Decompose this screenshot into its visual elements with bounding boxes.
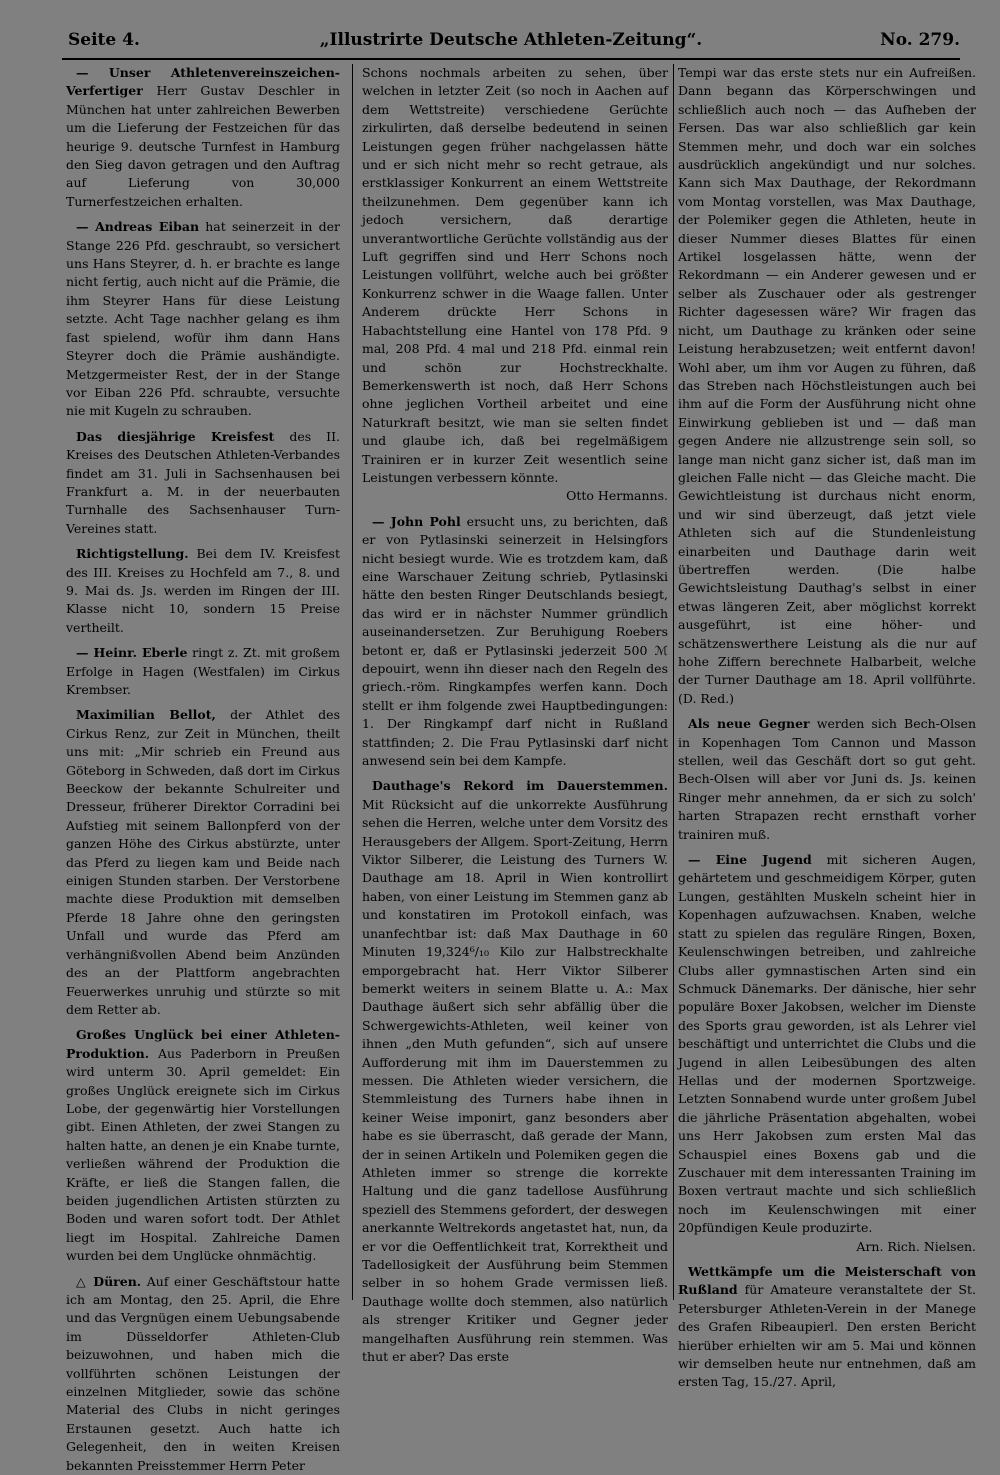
article-body: für Amateure veranstaltete der St. Petersburger Athleten-Verein in der Manege des Grafen Ribeaupierl. Den ersten Bericht hierüber erhielten wir am 5. Mai und können wir demselben heute nur entnehmen, daß am ersten Tag, 15./27. April, [678,1282,976,1390]
article-head: Maximilian Bellot, [76,707,216,723]
article-richtigstellung [66,545,340,637]
article-body: Schons nochmals arbeiten zu sehen, über welchen in letzter Zeit (so noch in Aachen auf dem Wettstreite) verschiedene Gerüchte zirkulirten, daß derselbe bedeutend in seinen Leistungen gegen früher nachgelassen hätte und er sich nicht mehr so recht getraue, als erstklassiger Konkurrent an einem Wettstreite theilzunehmen. Dem gegenüber kann ich jedoch versichern, daß derartige unverantwortliche Gerüchte vollständig aus der Luft gegriffen sind und Herr Schons noch Leistungen vollführt, welche auch bei größter Konkurrenz schwer in die Waage fallen. Unter Anderem drückte Herr Schons in Habachtstellung eine Hantel von 178 Pfd. 9 mal, 208 Pfd. 4 mal und 218 Pfd. einmal rein und schön zur Hochstreckhalte. Bemerkenswerth ist noch, daß Herr Schons ohne jeglichen Vortheil arbeitet und eine Naturkraft besitzt, wie man sie selten findet und glaube ich, daß bei regelmäßigem Trainiren er in kurzer Zeit wesentlich seine Leistungen verbessern könnte. [362,65,668,485]
article-head: Dauthage's Rekord im Dauerstemmen. [372,778,668,794]
article-body: Tempi war das erste stets nur ein Aufreißen. Dann begann das Körperschwingen und schließlich auch noch — das Aufheben der Fersen. Das war also schließlich gar kein Stemmen mehr, und doch war ein solches ausdrücklich angekündigt und nur solches. Kann sich Max Dauthage, der Rekordmann vom Montag vorstellen, was Max Dauthage, der Polemiker gegen die Athleten, heute in dieser Nummer dieses Blattes für einen Artikel losgelassen hätte, wenn der Rekordmann — ein Anderer gewesen und er selber als Zuschauer oder als gestrenger Richter dagesessen wäre? Wir fragen das nicht, um Dauthage zu kränken oder seine Leistung herabzusetzen; weit entfernt davon! Wohl aber, um ihm vor Augen zu führen, daß das Streben nach Höchstleistungen auch bei ihm auf die Form der Ausführung nicht ohne Einwirkung geblieben ist und — daß man gegen Andere nie allzustrenge sein soll, so lange man nicht ganz sicher ist, daß man im gleichen Falle nicht — das Gleiche macht. Die Gewichtleistung ist durchaus nicht enorm, und wir sind überzeugt, daß jetzt viele Athleten sich auf die Stundenleistung einarbeiten und Dauthage darin weit übertreffen werden. (Die halbe Gewichtsleistung Dauthag's selbst in einer etwas längeren Zeit, aber möglichst korrekt ausgeführt, ist eine höher- und schätzenswerthere Leistung als die nur auf hohe Ziffern berechnete Halbarbeit, welche der Turner Dauthage am 18. April vollführte. (D. Red.) [678,65,976,706]
article-head: — John Pohl [372,513,461,529]
article-kreisfest [66,428,340,538]
article-body: Aus Paderborn in Preußen wird unterm 30. April gemeldet: Ein großes Unglück ereignete sich im Cirkus Lobe, der gegenwärtig hier Vorstellungen gibt. Einen Athleten, der zwei Stangen zu halten hatte, an denen je ein Knabe turnte, verließen während der Produktion die Kräfte, er ließ die Stangen fallen, die beiden jugendlichen Artisten stürzten zu Boden und waren sofort todt. Der Athlet liegt im Hospital. Zahlreiche Damen wurden bei dem Unglücke ohnmächtig. [66,1045,340,1264]
article-head: — Unser Athletenvereinszeichen-Verfertiger [66,65,340,99]
article-body: Auf einer Geschäftstour hatte ich am Montag, den 25. April, die Ehre und das Vergnügen einem Uebungsabende im Düsseldorfer Athleten-Club beizuwohnen, und haben mich die vollführten schönen Leistungen der einzelnen Mitglieder, sowie das schöne Material des Clubs in nicht geringes Erstaunen gesetzt. Auch hatte ich Gelegenheit, den in weiten Kreisen bekannten Preisstemmer Herrn Peter [66,1273,340,1473]
column-divider-2 [673,64,674,1300]
article-dauthage-continued [678,64,976,708]
article-wettkaempfe [678,1263,976,1392]
article-head: △ Düren. [76,1273,142,1289]
article-pohl [362,513,668,771]
article-neue-gegner [678,715,976,844]
article-eiban [66,218,340,420]
article-body: ringt z. Zt. mit großem Erfolge in Hagen (Westfalen) im Cirkus Krembser. [66,645,340,697]
article-body: der Athlet des Cirkus Renz, zur Zeit in München, theilt uns mit: „Mir schrieb ein Freund aus Göteborg in Schweden, daß dort im Cirkus Beeckow der bekannte Schulreiter und Dresseur, früherer Direktor Corradini bei Aufstieg mit seinem Ballonpferd von der ganzen Höhe des Cirkus abstürzte, unter das Pferd zu liegen kam und Beide nach einigen Stunden starben. Der Verstorbene machte diese Produktion mit demselben Pferde 18 Jahre ohne den geringsten Unfall und wurde das Pferd am verhängnißvollen Abend beim Anzünden des an der Plattform angebrachten Feuerwerkes unruhig und stürzte so mit dem Retter ab. [66,707,340,1017]
article-body: hat seinerzeit in der Stange 226 Pfd. geschraubt, so versichert uns Hans Steyrer, d. h. er brachte es lange nicht fertig, auch nicht auf die Prämie, die ihm Steyrer Hans für diese Leistung setzte. Acht Tage nachher gelang es ihm fast spielend, wofür ihm dann Hans Steyrer doch die Prämie aushändigte. Metzgermeister Rest, der in der Stange vor Eiban 226 Pfd. schraubte, versuchte nie mit Kugeln zu schrauben. [66,219,340,419]
article-signature: Arn. Rich. Nielsen. [856,1238,976,1254]
newspaper-title: „Illustrirte Deutsche Athleten-Zeitung“. [319,30,703,50]
article-body: Bei dem IV. Kreisfest des III. Kreises zu Hochfeld am 7., 8. und 9. Mai ds. Js. werden im Ringen der III. Klasse nicht 10, sondern 15 Preise vertheilt. [66,546,340,635]
page-label: Seite 4. [68,30,140,50]
column-1 [66,64,340,1473]
article-signature: Otto Hermanns. [566,488,668,504]
article-body: mit sicheren Augen, gehärtetem und geschmeidigem Körper, guten Lungen, gestählten Muskeln scheint hier in Kopenhagen aufzuwachsen. Knaben, welche statt zu spielen das reguläre Ringen, Boxen, Keulenschwingen betreiben, und zahlreiche Clubs aller gymnastischen Arten sind ein Schmuck Dänemarks. Der dänische, hier sehr populäre Boxer Jakobsen, welcher im Dienste des Sports grau geworden, ist als Lehrer viel beschäftigt und unterrichtet die Clubs und die Jugend in allen Leibesübungen des alten Hellas und der modernen Sportzweige. Letzten Sonnabend wurde unter großem Jubel die jährliche Präsentation abgehalten, wobei uns Herr Jakobsen zum ersten Mal das Schauspiel eines Boxens gab und die Zuschauer mit dem interessanten Training im Boxen vertraut machte und sich schließlich noch im Keulenschwingen mit einer 20pfündigen Keule produzirte. [678,852,977,1236]
article-head: — Eine Jugend [688,852,812,868]
article-head: Als neue Gegner [688,716,810,732]
column-divider-1 [352,64,353,1300]
column-3 [678,64,977,1390]
article-head: — Andreas Eiban [76,219,200,235]
article-body: ersucht uns, zu berichten, daß er von Pytlasinski seinerzeit in Helsingfors nicht besiegt wurde. Wie es trotzdem kam, daß eine Warschauer Zeitung schrieb, Pytlasinski hätte den besten Ringer Deutschlands besiegt, das wird er in nächster Nummer gründlich auseinandersetzen. Zur Beruhigung Roebers betont er, daß er Pytlasinski jederzeit 500 ℳ depouirt, wenn ihn dieser nach den Regeln des griech.-röm. Ringkampfes werfen kann. Doch stellt er ihm folgende zwei Hauptbedingungen: 1. Der Ringkampf darf nicht in Rußland stattfinden; 2. Die Frau Pytlasinski darf nicht anwesend sein bei dem Kampfe. [362,513,669,769]
issue-number: No. 279. [880,30,960,50]
article-head: Richtigstellung. [76,546,189,562]
article-head: Großes Unglück bei einer Athleten-Produktion. [66,1027,340,1061]
article-head: — Heinr. Eberle [76,645,188,661]
article-head: Das diesjährige Kreisfest [76,428,275,444]
column-2 [362,64,669,1365]
article-body: Mit Rücksicht auf die unkorrekte Ausführung sehen die Herren, welche unter dem Vorsitz des Herausgebers der Allgem. Sport-Zeitung, Herrn Viktor Silberer, die Leistung des Turners W. Dauthage am 18. April in Wien kontrollirt haben, von einer Leistung im Stemmen ganz ab und konstatiren im Protokoll einfach, was unanfechtbar ist: daß Max Dauthage in 60 Minuten 19,324⁶/₁₀ Kilo zur Halbstreckhalte emporgebracht hat. Herr Viktor Silberer bemerkt weiters in seinem Blatte u. A.: Max Dauthage äußert sich sehr abfällig über die Schwergewichts-Athleten, weil keiner von ihnen „den Muth gefunden“, sich auf unsere Aufforderung mit ihm im Dauerstemmen zu messen. Die Athleten wieder versichern, die Stemmleistung des Turners habe ihnen in keiner Weise imponirt, ganz besonders aber habe es sie überrascht, daß gerade der Mann, der in seinen Artikeln und Polemiken gegen die Athleten immer so strenge die korrekte Haltung und die ganz tadellose Ausführung speziell des Stemmens gefordert, der deswegen anerkannte Weltrekords angetastet hat, nun, da er vor die Oeffentlichkeit trat, Korrektheit und Tadellosigkeit der Ausführung beim Stemmen selber in so hohem Grade vermissen ließ. Dauthage wollte doch stemmen, also natürlich als strenger Kritiker und Gegner jeder mangelhaften Ausführung rein stemmen. Was thut er aber? Das erste [362,796,668,1365]
article-body: des II. Kreises des Deutschen Athleten-Verbandes findet am 31. Juli in Sachsenhausen bei Frankfurt a. M. in der neuerbauten Turnhalle des Sachsenhauser Turn-Vereines statt. [66,428,340,536]
page-header [62,30,960,54]
article-jugend [678,851,976,1256]
article-bellot [66,706,340,1019]
article-athletenvereinszeichen [66,64,340,211]
article-dueren-continued [362,64,668,506]
article-dueren [66,1273,340,1475]
article-dauthage [362,777,668,1366]
article-body: Herr Gustav Deschler in München hat unter zahlreichen Bewerben um die Lieferung der Festzeichen für das heurige 9. deutsche Turnfest in Hamburg den Sieg davon getragen und den Auftrag auf Lieferung von 30,000 Turnerfestzeichen erhalten. [66,83,340,209]
article-unglueck [66,1026,340,1265]
header-rule [62,58,960,60]
article-head: Wettkämpfe um die Meisterschaft von Rußland [678,1264,976,1298]
article-body: werden sich Bech-Olsen in Kopenhagen Tom Cannon und Masson stellen, weil das Geschäft dort so gut geht. Bech-Olsen will aber vor Juni ds. Js. keinen Ringer mehr annehmen, da er sich zu solch' harten Strapazen recht ernsthaft vorher trainiren muß. [678,716,977,842]
article-eberle [66,644,340,699]
